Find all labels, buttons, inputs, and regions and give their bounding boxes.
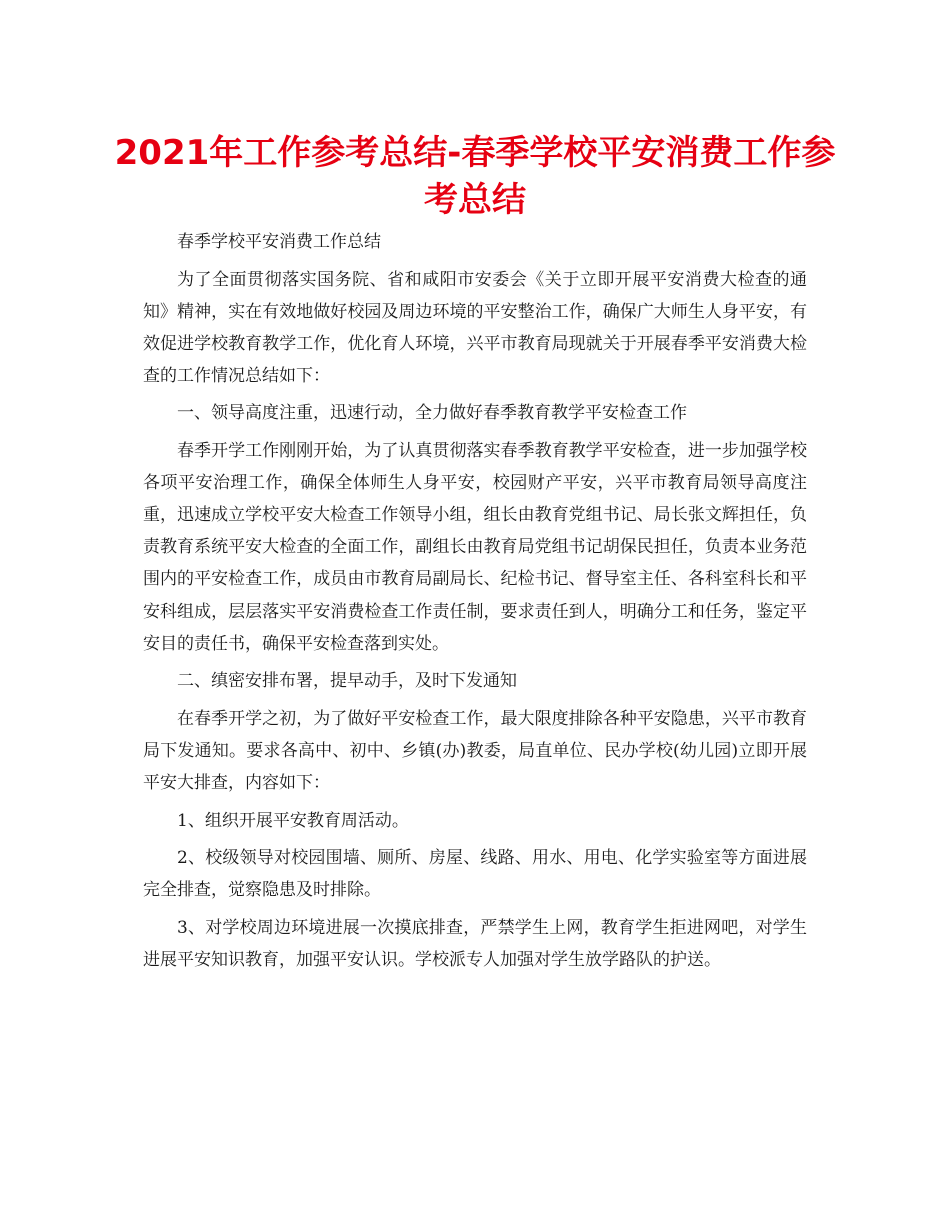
paragraph-section-2: 在春季开学之初，为了做好平安检查工作，最大限度排除各种平安隐患，兴平市教育局下发通知。要求各高中、初中、乡镇(办)教委，局直单位、民办学校(幼儿园)立即开展平安大排查，内容如下：: [143, 708, 807, 793]
paragraph-subtitle: 春季学校平安消费工作总结: [177, 232, 381, 252]
list-item-3: 3、对学校周边环境进展一次摸底排查，严禁学生上网，教育学生拒进网吧，对学生进展平安知识教育，加强平安认识。学校派专人加强对学生放学路队的护送。: [143, 917, 807, 970]
list-item-2: 2、校级领导对校园围墙、厕所、房屋、线路、用水、用电、化学实验室等方面进展完全排查，觉察隐患及时排除。: [143, 848, 807, 901]
list-item-1: 1、组织开展平安教育周活动。: [177, 810, 409, 831]
section-heading-1: 一、领导高度注重，迅速行动，全力做好春季教育教学平安检查工作: [177, 403, 687, 424]
paragraph-intro: 为了全面贯彻落实国务院、省和咸阳市安委会《关于立即开展平安消费大检查的通知》精神，实在有效地做好校园及周边环境的平安整治工作，确保广大师生人身平安，有效促进学校教育教学工作，优化育人环境，兴平市教育局现就关于开展春季平安消费大检查的工作情况总结如下：: [143, 269, 807, 386]
paragraph-section-1: 春季开学工作刚刚开始，为了认真贯彻落实春季教育教学平安检查，进一步加强学校各项平安治理工作，确保全体师生人身平安，校园财产平安，兴平市教育局领导高度注重，迅速成立学校平安大检查工作领导小组，组长由教育党组书记、局长张文辉担任，负责教育系统平安大检查的全面工作，副组长由教育局党组书记胡保民担任，负责本业务范围内的平安检查工作，成员由市教育局副局长、纪检书记、督导室主任、各科室科长和平安科组成，层层落实平安消费检查工作责任制，要求责任到人，明确分工和任务，鉴定平安目的责任书，确保平安检查落到实处。: [143, 441, 807, 654]
section-heading-2: 二、缜密安排布署，提早动手，及时下发通知: [177, 671, 517, 692]
document-title: 2021年工作参考总结-春季学校平安消费工作参考总结: [114, 133, 836, 220]
document-body: [143, 226, 807, 982]
